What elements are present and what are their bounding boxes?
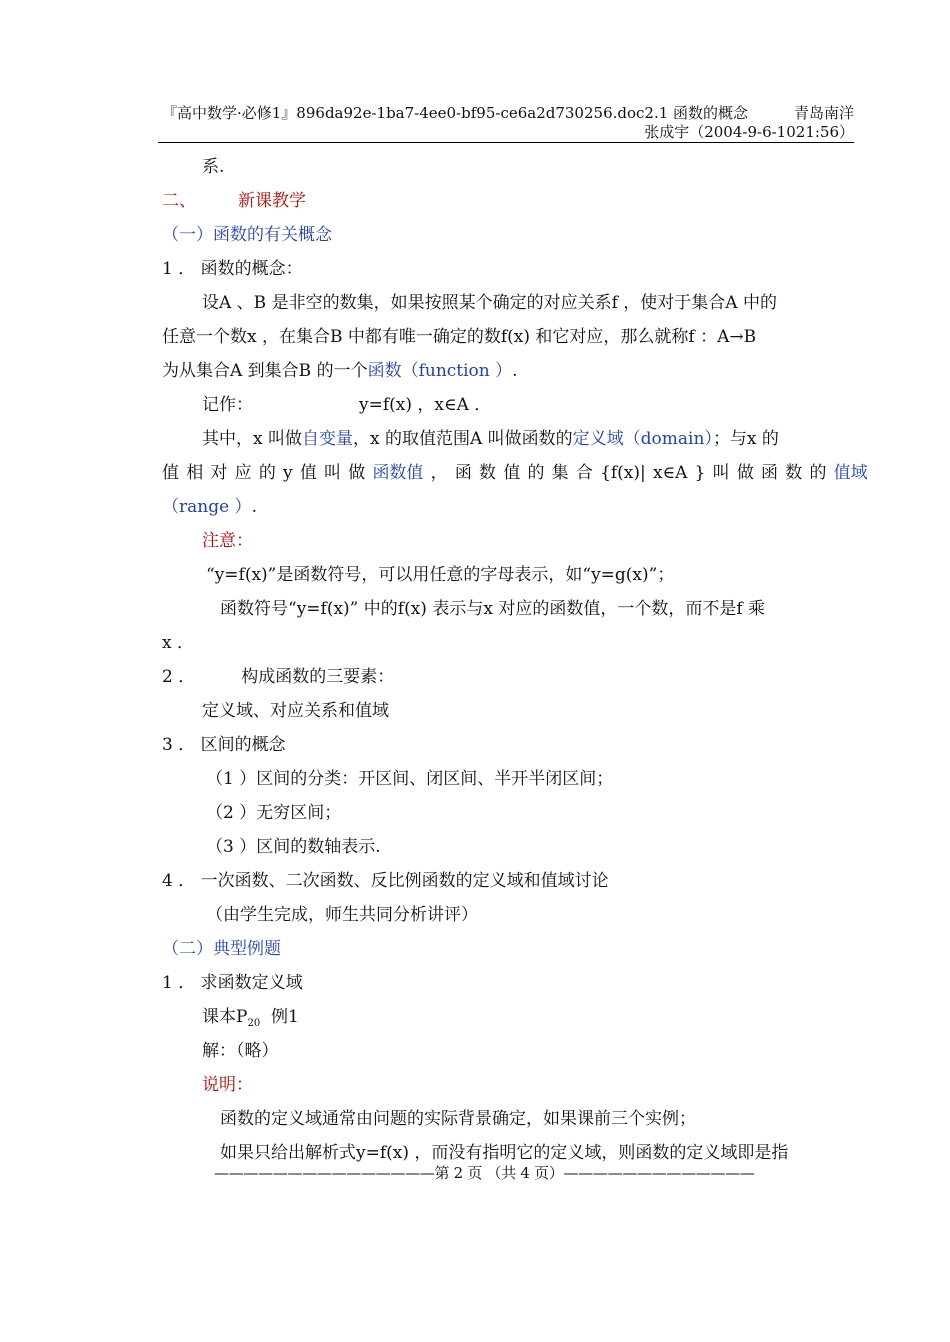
sub-list-item: （1 ）区间的分类：开区间、闭区间、半开半闭区间； — [206, 769, 614, 789]
text-line: （由学生完成，师生共同分析讲评） — [206, 905, 478, 925]
text-span: 对 — [210, 463, 228, 483]
text-span: 函 — [761, 463, 779, 483]
page-header — [162, 104, 854, 142]
paragraph-line: 设A 、B 是非空的数集，如果按照某个确定的对应关系f ，使对于集合A 中的 — [202, 293, 777, 313]
text-span: 集 — [551, 463, 569, 483]
text-span: } — [694, 463, 706, 483]
paragraph-line — [162, 354, 868, 388]
text-span: 应 — [234, 463, 252, 483]
text-line: 定义域、对应关系和值域 — [202, 701, 389, 721]
text-span: 值 — [299, 463, 317, 483]
text-line: 解：（略） — [202, 1041, 279, 1061]
text-span: 函 — [454, 463, 472, 483]
text-line: 如果只给出解析式y=f(x) ，而没有指明它的定义域，则函数的定义域即是指 — [220, 1143, 789, 1163]
text-line: 函数的定义域通常由问题的实际背景确定，如果课前三个实例； — [220, 1109, 696, 1129]
text-span: ；与x 的 — [712, 429, 779, 449]
text-span: 的 — [258, 463, 276, 483]
page-subscript: 20 — [247, 1018, 261, 1029]
text-span: 叫 — [712, 463, 730, 483]
text-span: ， — [430, 463, 448, 483]
text-span: y — [283, 463, 293, 483]
note-line: “y=f(x)”是函数符号，可以用任意的字母表示，如“y=g(x)”； — [206, 565, 675, 585]
list-number: 2 ． — [162, 667, 196, 687]
text-span: 其中，x 叫做 — [202, 429, 302, 449]
text-span: 做 — [736, 463, 754, 483]
note-label: 注意： — [202, 531, 253, 551]
page-footer: ———————————————第 2 页 （共 4 页）————————————— — [214, 1164, 755, 1182]
list-text: 构成函数的三要素： — [241, 667, 395, 687]
term-variable: 自变量 — [302, 429, 353, 449]
list-item: 1 ． 函数的概念： — [162, 259, 303, 279]
explanation-label: 说明： — [202, 1075, 253, 1095]
notation-label: 记作： — [202, 395, 253, 415]
paragraph-line-justified — [162, 456, 868, 490]
header-author: 张成宇（2004-9-6-1021:56） — [644, 123, 854, 141]
note-line: x ． — [162, 633, 194, 653]
paragraph-line — [162, 490, 868, 524]
text-span: 值 — [503, 463, 521, 483]
text-line: 系. — [202, 157, 225, 177]
notation-formula: y=f(x) ，x∈A ． — [359, 395, 492, 415]
paragraph-line — [162, 422, 868, 456]
term-function: 函数（function ） — [367, 361, 513, 381]
text-span: . — [251, 497, 257, 517]
list-item: 4 ． 一次函数、二次函数、反比例函数的定义域和值域讨论 — [162, 871, 609, 891]
section-heading — [162, 184, 868, 218]
notation-line — [162, 388, 868, 422]
list-item — [162, 660, 868, 694]
text-span: 做 — [348, 463, 366, 483]
list-item: 3 ． 区间的概念 — [162, 735, 286, 755]
note-line: 函数符号“y=f(x)” 中的f(x) 表示与x 对应的函数值，一个数，而不是f 乘 — [220, 599, 766, 619]
text-span: 的 — [809, 463, 827, 483]
sub-list-item: （2 ）无穷区间； — [206, 803, 342, 823]
term-function-value: 函数值 — [372, 463, 424, 483]
header-school: 青岛南洋 — [793, 104, 854, 122]
list-item: 1 ． 求函数定义域 — [162, 973, 303, 993]
text-span: x∈A — [652, 463, 688, 483]
text-span: 课本P — [202, 1007, 248, 1027]
term-range: 值域 — [833, 463, 868, 483]
text-span: 为从集合A 到集合B 的一个 — [162, 361, 368, 381]
text-span: 例1 — [260, 1007, 299, 1027]
text-span: 数 — [785, 463, 803, 483]
subsection-heading: （二）典型例题 — [162, 939, 281, 959]
text-span: 合 — [575, 463, 593, 483]
text-span: 数 — [479, 463, 497, 483]
subsection-heading: （一）函数的有关概念 — [162, 225, 332, 245]
sub-list-item: （3 ）区间的数轴表示. — [206, 837, 381, 857]
text-span: 值 — [162, 463, 179, 483]
header-doc-title: 『高中数学·必修1』896da92e-1ba7-4ee0-bf95-ce6a2d730256.doc2.1 函数的概念 — [162, 104, 749, 122]
document-body — [162, 150, 868, 1170]
header-rule — [158, 142, 854, 143]
paragraph-line: 任意一个数x ，在集合B 中都有唯一确定的数f(x) 和它对应，那么就称f ：A→B — [162, 327, 757, 347]
term-range-english: （range ） — [162, 497, 252, 517]
text-span: . — [512, 361, 518, 381]
term-domain: 定义域（domain） — [572, 429, 713, 449]
text-span: ，x 的取值范围A 叫做函数的 — [353, 429, 573, 449]
text-span: 相 — [186, 463, 204, 483]
textbook-reference — [162, 1000, 868, 1034]
text-span: 叫 — [324, 463, 342, 483]
section-number: 二、 — [162, 191, 196, 211]
text-span: {f(x)| — [600, 463, 646, 483]
text-span: 的 — [527, 463, 545, 483]
section-title: 新课教学 — [238, 191, 306, 211]
